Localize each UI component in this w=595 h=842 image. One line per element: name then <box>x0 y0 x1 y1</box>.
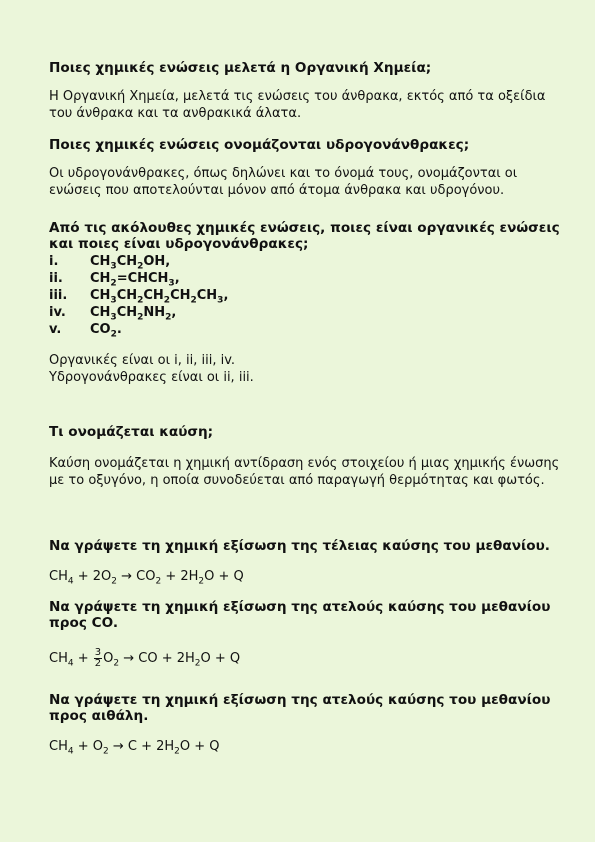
question-organic-chemistry: Ποιες χημικές ενώσεις μελετά η Οργανική Χημεία; <box>49 60 432 76</box>
equation-complete-combustion: $CH_4 + 2O_2 \to CO_2 + 2H_2O + Q$ <box>49 569 244 587</box>
compound-item: iv. $CH_3CH_2NH_2$, <box>49 305 177 323</box>
compound-item: v. $CO_2$. <box>49 322 122 340</box>
question-combustion: Τι ονομάζεται καύση; <box>49 424 214 440</box>
question-complete-combustion: Να γράψετε τη χημική εξίσωση της τέλειας καύσης του μεθανίου. <box>49 538 550 554</box>
question-incomplete-combustion-soot: Να γράψετε τη χημική εξίσωση της ατελούς καύσης του μεθανίου προς αιθάλη. <box>49 692 551 724</box>
answer-hydrocarbons: Οι υδρογονάνθρακες, όπως δηλώνει και το όνομά τους, ονομάζονται οι ενώσεις που αποτελούνται μόνον από άτομα άνθρακα και υδρογόνου. <box>49 166 518 198</box>
answer-combustion: Καύση ονομάζεται η χημική αντίδραση ενός στοιχείου ή μιας χημικής ένωσης με το οξυγόνο, η οποία συνοδεύεται από παραγωγή θερμότητας και φωτός. <box>49 456 560 488</box>
fraction: $\frac{3}{2}$ <box>94 647 102 669</box>
equation-incomplete-combustion-co: $CH_4$ + $\frac{3}{2}$ $O_2$ → CO + $2H_2O + Q$ <box>49 647 241 669</box>
answer-organic-chemistry: Η Οργανική Χημεία, μελετά τις ενώσεις του άνθρακα, εκτός από τα οξείδια του άνθρακα και τα ανθρακικά άλατα. <box>49 89 546 121</box>
compound-item: ii. $CH_2=CHCH_3$, <box>49 271 180 289</box>
question-incomplete-combustion-co: Να γράψετε τη χημική εξίσωση της ατελούς καύσης του μεθανίου προς CO. <box>49 599 551 631</box>
question-classify-compounds: Από τις ακόλουθες χημικές ενώσεις, ποιες είναι οργανικές ενώσεις και ποιες είναι υδρογονάνθρακες; <box>49 220 560 252</box>
compound-item: iii. $CH_3CH_2CH_2CH_2CH_3$, <box>49 288 229 306</box>
answer-hydrocarbon-list: Υδρογονάνθρακες είναι οι ii, iii. <box>49 370 254 385</box>
equation-incomplete-combustion-soot: $CH_4 + O_2 \to C + 2H_2O + Q$ <box>49 739 220 757</box>
question-hydrocarbons: Ποιες χημικές ενώσεις ονομάζονται υδρογονάνθρακες; <box>49 137 470 153</box>
answer-classification <box>49 352 569 386</box>
answer-organic-list: Οργανικές είναι οι i, ii, iii, iv. <box>49 353 236 368</box>
compound-item: i. $CH_3CH_2OH$, <box>49 254 171 272</box>
compound-list <box>49 253 228 338</box>
